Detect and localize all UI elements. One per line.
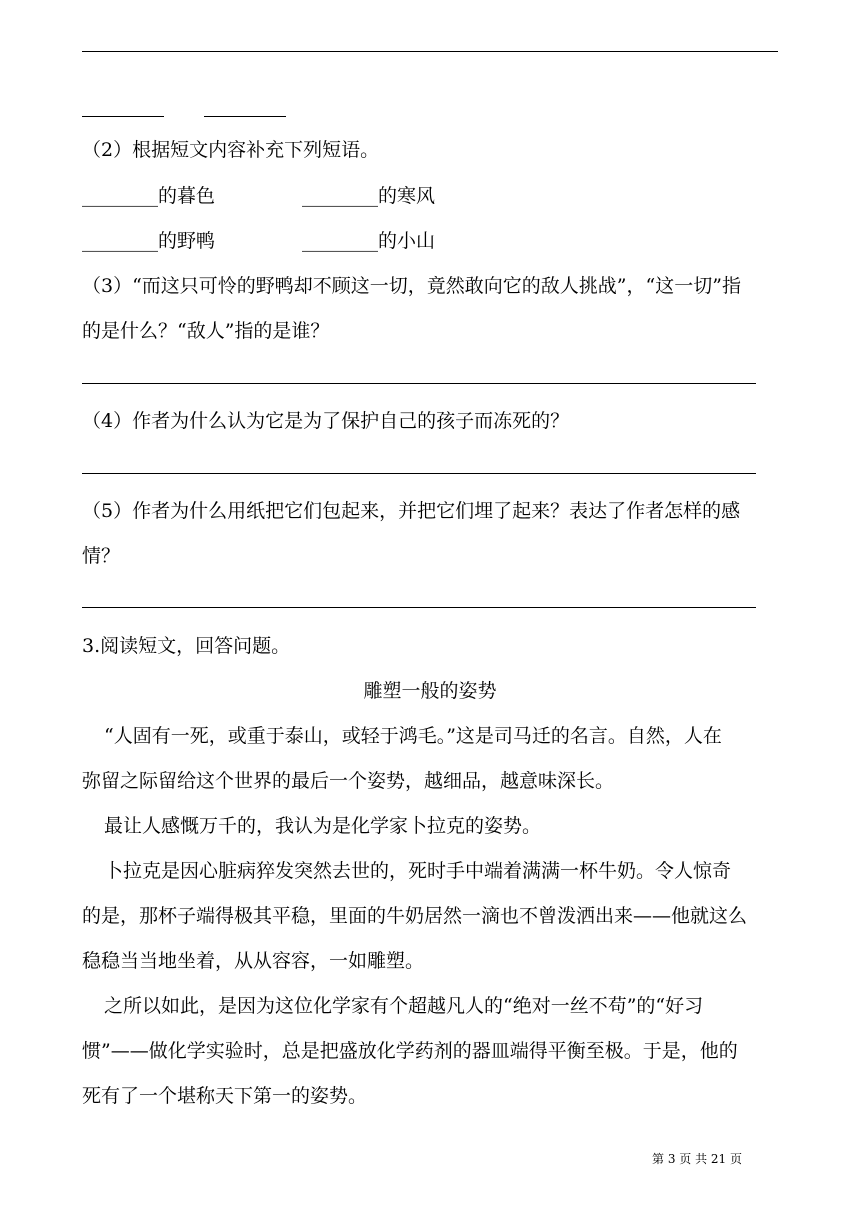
question-5-line-1: （5）作者为什么用纸把它们包起来，并把它们埋了起来？表达了作者怎样的感 — [82, 500, 741, 522]
phrase-cold-wind: ________的寒风 — [302, 185, 436, 207]
phrase-wild-duck: ________的野鸭 — [82, 230, 216, 252]
phrase-small-hill: ________的小山 — [302, 230, 436, 252]
paragraph-4-line-1: 之所以如此，是因为这位化学家有个超越凡人的“绝对一丝不苟”的“好习 — [104, 995, 704, 1017]
paragraph-3-line-1: 卜拉克是因心脏病猝发突然去世的，死时手中端着满满一杯牛奶。令人惊奇 — [104, 860, 732, 882]
question-4-prompt: （4）作者为什么认为它是为了保护自己的孩子而冻死的？ — [82, 410, 570, 432]
paragraph-3-line-3: 稳稳当当地坐着，从从容容，一如雕塑。 — [82, 950, 425, 972]
phrase-dusk: ________的暮色 — [82, 185, 216, 207]
answer-line-q3 — [82, 383, 756, 384]
paragraph-4-line-3: 死有了一个堪称天下第一的姿势。 — [82, 1085, 368, 1107]
answer-line-q5 — [82, 607, 756, 608]
question-2-prompt: （2）根据短文内容补充下列短语。 — [82, 139, 380, 161]
page-number-footer: 第 3 页 共 21 页 — [652, 1152, 742, 1166]
blank-line-2 — [204, 92, 286, 117]
paragraph-2: 最让人感慨万千的，我认为是化学家卜拉克的姿势。 — [104, 815, 542, 837]
blank-line-1 — [82, 92, 164, 117]
passage-title: 雕塑一般的姿势 — [363, 680, 497, 702]
question-3-line-1: （3）“而这只可怜的野鸭却不顾这一切，竟然敢向它的敌人挑战”，“这一切”指 — [82, 275, 741, 297]
answer-line-q4 — [82, 473, 756, 474]
paragraph-1-line-2: 弥留之际留给这个世界的最后一个姿势，越细品，越意味深长。 — [82, 770, 615, 792]
question-5-line-2: 情？ — [82, 545, 121, 567]
question-3-line-2: 的是什么？“敌人”指的是谁？ — [82, 320, 330, 342]
paragraph-3-line-2: 的是，那杯子端得极其平稳，里面的牛奶居然一滴也不曾泼洒出来——他就这么 — [82, 905, 748, 927]
paragraph-1-line-1: “人固有一死，或重于泰山，或轻于鸿毛。”这是司马迁的名言。自然，人在 — [104, 725, 722, 747]
section-3-heading: 3.阅读短文，回答问题。 — [82, 635, 291, 657]
paragraph-4-line-2: 惯”——做化学实验时，总是把盛放化学药剂的器皿端得平衡至极。于是，他的 — [82, 1040, 738, 1062]
answer-line-top — [82, 51, 778, 52]
